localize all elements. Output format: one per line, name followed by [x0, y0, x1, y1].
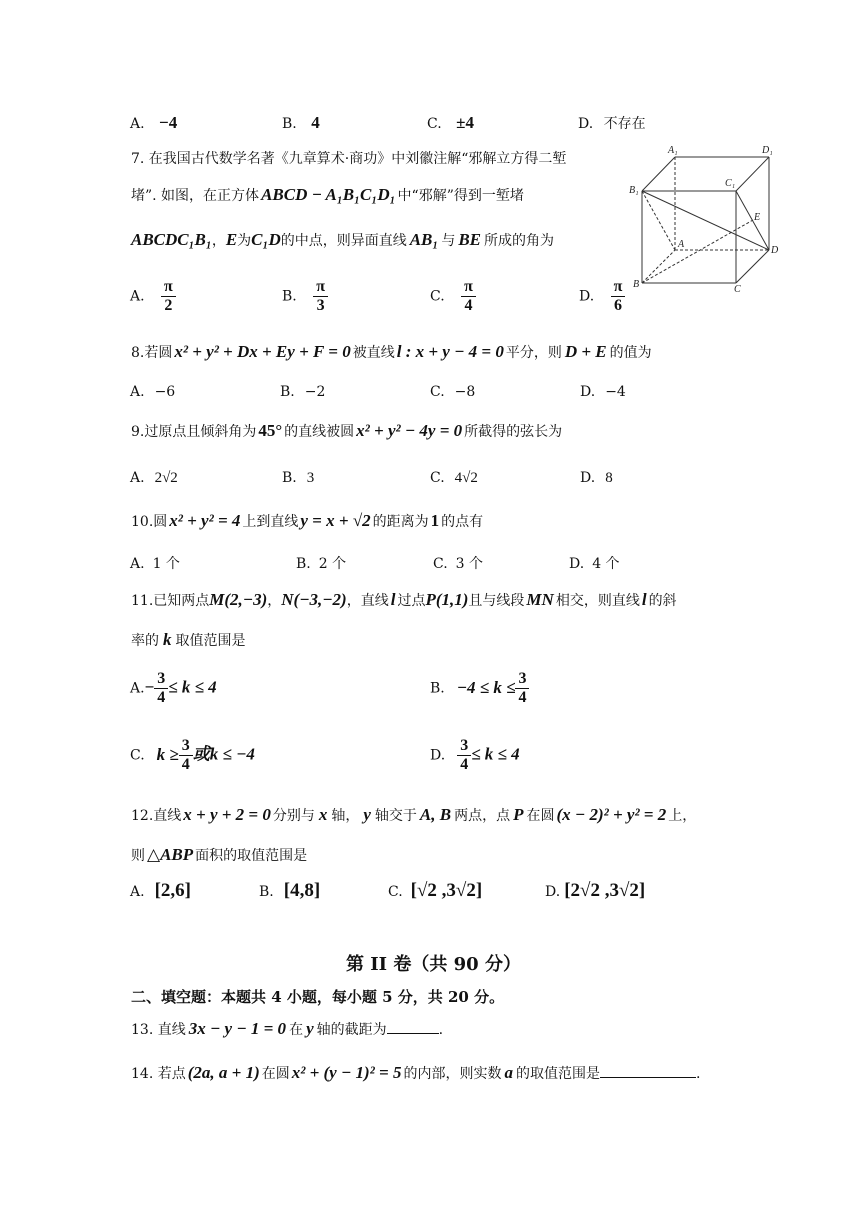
math: AB₁ — [409, 230, 439, 249]
option-label: D. — [430, 747, 446, 764]
text: 的值为 — [609, 345, 652, 361]
text: 在圆 — [526, 808, 555, 824]
option-value: 4 — [311, 113, 320, 132]
text: 轴交于 — [374, 808, 417, 824]
text: 的斜 — [648, 593, 677, 609]
denominator: 3 — [316, 297, 325, 314]
text: 面积的取值范围是 — [195, 848, 308, 864]
fraction — [515, 670, 529, 707]
math: −4 ≤ k ≤ — [456, 677, 516, 697]
numerator: π — [161, 278, 176, 297]
q6-option-d — [578, 113, 646, 133]
math: x — [318, 805, 328, 824]
text: 被直线 — [352, 345, 395, 361]
edge-ba — [642, 250, 675, 283]
option-label: A. — [130, 680, 145, 697]
math: k — [163, 630, 172, 649]
text: 10.圆 — [131, 514, 168, 530]
q13-stem — [131, 1019, 443, 1039]
label-b1: B₁ — [629, 185, 639, 196]
text: . — [695, 1066, 701, 1082]
q11-option-d — [430, 737, 520, 774]
text: . — [438, 1022, 444, 1038]
numerator: π — [313, 278, 328, 297]
math: l : x + y − 4 = 0 — [396, 342, 504, 361]
denominator: 2 — [164, 297, 173, 314]
option-label: C. — [433, 556, 448, 572]
math: x² + y² + Dx + Ey + F = 0 — [174, 342, 351, 361]
text: ，直线 — [346, 593, 389, 609]
math: M(2,−3) — [209, 590, 268, 609]
option-label: B. — [280, 384, 295, 400]
label-c1: C₁ — [725, 178, 736, 189]
option-label: C. — [130, 747, 145, 764]
option-value: −2 — [304, 384, 326, 400]
option-label: A. — [130, 288, 145, 305]
fraction — [611, 278, 626, 315]
option-label: B. — [430, 680, 445, 697]
q10-option-c — [433, 553, 483, 573]
text: 的直线被圆 — [284, 424, 355, 440]
math: l — [641, 590, 647, 609]
fraction — [313, 278, 328, 315]
denominator: 4 — [181, 756, 190, 773]
q7-option-a — [130, 278, 176, 315]
q11-stem-line2 — [131, 630, 246, 650]
q14-stem — [131, 1063, 700, 1083]
q12-stem-line2 — [131, 845, 307, 865]
text: 的中点，则异面直线 — [280, 233, 407, 249]
answer-blank[interactable] — [600, 1063, 696, 1078]
text: 的取值范围是 — [515, 1066, 600, 1082]
option-value: 不存在 — [603, 116, 646, 132]
q6-option-c — [427, 113, 474, 133]
math: − — [144, 677, 155, 697]
text: 取值范围是 — [175, 633, 246, 649]
q10-stem — [131, 511, 483, 531]
math: ABCD − A₁B₁C₁D₁ — [261, 185, 396, 204]
option-value: ±4 — [456, 113, 474, 132]
fraction — [179, 737, 193, 774]
denominator: 6 — [614, 297, 623, 314]
denominator: 4 — [464, 297, 473, 314]
option-label: A. — [130, 116, 145, 132]
q8-option-d — [580, 384, 626, 400]
math: x + y + 2 = 0 — [183, 805, 271, 824]
numerator: 3 — [179, 737, 193, 756]
numerator: π — [611, 278, 626, 297]
math: x² + y² = 4 — [169, 511, 241, 530]
q12-option-a — [130, 880, 191, 902]
text: 的距离为 — [372, 514, 429, 530]
math: C₁D — [251, 230, 281, 249]
math: x² + y² − 4y = 0 — [356, 421, 463, 440]
text: 在 — [289, 1022, 304, 1038]
math: ABCDC₁B₁ — [131, 230, 212, 249]
q11-stem-line1 — [131, 590, 677, 610]
text: 轴的截距为 — [316, 1022, 387, 1038]
option-label: D. — [578, 116, 594, 132]
q6-option-a — [130, 113, 177, 133]
math: 3x − y − 1 = 0 — [188, 1019, 287, 1038]
text: 则 — [131, 848, 145, 864]
text: 相交，则直线 — [555, 593, 640, 609]
q10-option-b — [296, 553, 346, 573]
text: 平分，则 — [505, 345, 562, 361]
text: 过点 — [397, 593, 426, 609]
option-value: 2 个 — [318, 556, 347, 572]
q7-line3 — [131, 230, 554, 250]
option-value: −4 — [605, 384, 626, 400]
q10-option-d — [569, 553, 620, 573]
label-a1: A₁ — [668, 145, 678, 156]
option-value: [2√2 ,3√2] — [564, 880, 646, 901]
option-label: A. — [130, 470, 145, 486]
math: A, B — [419, 805, 452, 824]
q9-option-b — [282, 470, 314, 487]
option-label: D. — [580, 470, 596, 486]
label-d1: D₁ — [762, 145, 773, 156]
numerator: π — [461, 278, 476, 297]
denominator: 4 — [518, 689, 527, 706]
math: (x − 2)² + y² = 2 — [556, 805, 667, 824]
text: 12.直线 — [131, 808, 182, 824]
math: △ABP — [147, 845, 194, 864]
text: 为 — [237, 233, 252, 249]
option-label: B. — [259, 884, 274, 900]
text: ， — [267, 593, 282, 609]
math: ≤ k ≤ 4 — [168, 677, 217, 697]
option-label: A. — [130, 384, 145, 400]
text: 在圆 — [261, 1066, 290, 1082]
text: 中“邪解”得到一堑堵 — [397, 188, 524, 204]
q7-line1: 7. 在我国古代数学名著《九章算术·商功》中刘徽注解“邪解立方得二堑 — [131, 151, 567, 167]
option-label: B. — [282, 288, 297, 305]
text: 率的 — [131, 633, 159, 649]
math: l — [390, 590, 396, 609]
q12-option-c — [388, 880, 482, 902]
q11-option-b — [430, 670, 529, 707]
q8-option-a — [130, 384, 175, 400]
option-label: D. — [569, 556, 585, 572]
option-label: D. — [580, 384, 596, 400]
label-a: A — [678, 239, 685, 250]
label-d: D — [771, 245, 779, 256]
q9-option-d — [580, 470, 613, 487]
fraction — [461, 278, 476, 315]
text: 且与线段 — [468, 593, 525, 609]
option-label: A. — [130, 884, 145, 900]
text: 8.若圆 — [131, 345, 173, 361]
math: P — [513, 805, 524, 824]
option-value: −8 — [454, 384, 476, 400]
q11-option-a — [130, 670, 217, 707]
math: MN — [526, 590, 554, 609]
math: y — [363, 805, 371, 824]
text: 所成的角为 — [484, 233, 555, 249]
q8-option-b — [280, 384, 325, 400]
option-label: C. — [427, 116, 442, 132]
denominator: 4 — [460, 756, 469, 773]
label-e: E — [754, 212, 761, 223]
option-label: D. — [545, 884, 561, 900]
q7-option-c — [430, 278, 476, 315]
fraction — [161, 278, 176, 315]
q8-option-c — [430, 384, 475, 400]
option-label: D. — [579, 288, 595, 305]
answer-blank[interactable] — [387, 1019, 439, 1034]
segment-ab1 — [642, 191, 675, 250]
q7-line2 — [131, 185, 524, 205]
math: y = x + √2 — [300, 511, 371, 530]
option-label: B. — [282, 116, 297, 132]
text: 的点有 — [441, 514, 484, 530]
option-label: B. — [296, 556, 311, 572]
option-value: 8 — [605, 470, 613, 486]
section-title: 第 II 卷（共 90 分） — [346, 954, 521, 975]
math: (2a, a + 1) — [187, 1063, 260, 1082]
math: P(1,1) — [425, 590, 469, 609]
option-label: C. — [430, 288, 445, 305]
option-value: 4√2 — [454, 470, 478, 486]
math: 1 — [430, 511, 440, 530]
text: ， — [211, 233, 226, 249]
text: 上， — [668, 808, 697, 824]
edge-b1a1 — [642, 157, 675, 191]
option-value: [√2 ,3√2] — [410, 880, 483, 901]
q12-option-d — [545, 880, 645, 902]
q10-option-a — [130, 553, 180, 573]
text: 上到直线 — [242, 514, 299, 530]
q11-option-c — [130, 737, 255, 774]
option-value: −4 — [159, 113, 178, 132]
q9-option-c — [430, 470, 478, 487]
segment-c1d — [736, 191, 769, 250]
q9-option-a — [130, 470, 178, 487]
option-value: 2√2 — [154, 470, 178, 486]
numerator: 3 — [457, 737, 471, 756]
option-value: [4,8] — [283, 880, 321, 901]
fraction — [457, 737, 471, 774]
label-c: C — [734, 284, 741, 295]
math: a — [504, 1063, 513, 1082]
option-value: 3 — [306, 470, 315, 486]
cube-figure — [628, 140, 788, 300]
math: E — [225, 230, 238, 249]
q9-stem — [131, 421, 562, 441]
q7-option-d — [579, 278, 625, 315]
text: 13. 直线 — [131, 1022, 186, 1038]
option-value: −6 — [154, 384, 176, 400]
text: 所截得的弦长为 — [464, 424, 563, 440]
q8-stem — [131, 342, 652, 362]
text: 9.过原点且倾斜角为 — [131, 424, 257, 440]
edge-cd — [736, 250, 769, 283]
option-value: 1 个 — [152, 556, 180, 572]
numerator: 3 — [154, 670, 168, 689]
text: 14. 若点 — [131, 1066, 186, 1082]
q12-option-b — [259, 880, 320, 902]
math: N(−3,−2) — [281, 590, 347, 609]
math: 45° — [258, 421, 283, 440]
segment-b1d — [642, 191, 769, 250]
edge-c1d1 — [736, 157, 769, 191]
q7-option-b — [282, 278, 328, 315]
text: 轴， — [331, 808, 360, 824]
option-label: C. — [430, 470, 445, 486]
q6-option-b — [282, 113, 320, 133]
option-value: [2,6] — [154, 880, 191, 901]
math: D + E — [564, 342, 607, 361]
fraction — [154, 670, 168, 707]
option-label: B. — [282, 470, 297, 486]
option-label: C. — [430, 384, 445, 400]
text: 的内部，则实数 — [403, 1066, 502, 1082]
text: 堵”. 如图，在正方体 — [131, 188, 260, 204]
q12-stem-line1 — [131, 805, 696, 825]
option-label: A. — [130, 556, 145, 572]
option-value: 3 个 — [455, 556, 484, 572]
numerator: 3 — [515, 670, 529, 689]
text: 两点，点 — [454, 808, 511, 824]
math: ≤ k ≤ 4 — [471, 744, 520, 764]
option-label: C. — [388, 884, 403, 900]
math: BE — [458, 230, 482, 249]
math: k ≥ — [156, 744, 179, 764]
denominator: 4 — [157, 689, 166, 706]
math: y — [306, 1019, 314, 1038]
text: 与 — [441, 233, 456, 249]
math: x² + (y − 1)² = 5 — [291, 1063, 402, 1082]
text: 分别与 — [272, 808, 315, 824]
section-heading: 二、填空题：本题共 4 小题，每小题 5 分，共 20 分。 — [131, 988, 505, 1006]
math: 或k ≤ −4 — [192, 744, 255, 764]
label-b: B — [633, 279, 640, 290]
option-value: 4 个 — [592, 556, 620, 572]
text: 11.已知两点 — [131, 593, 210, 609]
